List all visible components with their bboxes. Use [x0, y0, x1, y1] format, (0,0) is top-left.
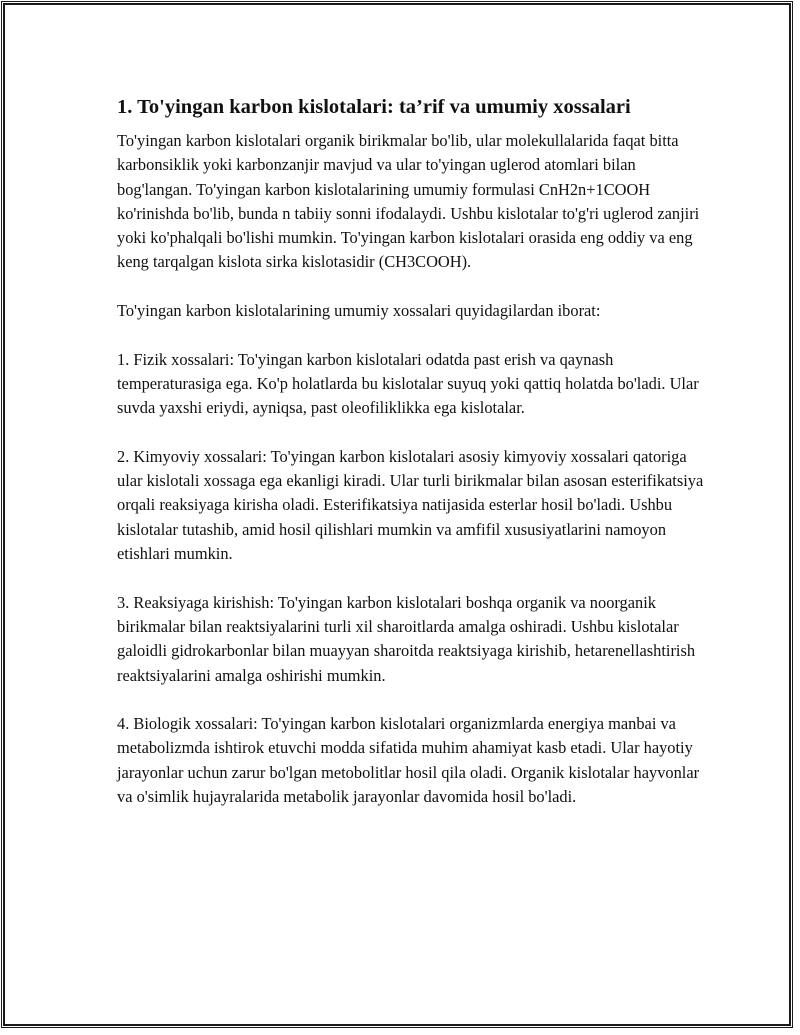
paragraph-chemical-properties: 2. Kimyoviy xossalari: To'yingan karbon kislotalari asosiy kimyoviy xossalari qatoriga ular kislotali xossaga ega ekanligi kiradi. Ular turli birikmalar bilan asosan esterifikatsiya orqali reaksiyaga kirisha oladi. Esterifikatsiya natijasida esterlar hosil bo'ladi. Ushbu kislotalar tutashib, amid hosil qilishlari mumkin va amfifil xususiyatlarini namoyon etishlari mumkin.	[117, 446, 704, 564]
paragraph-reactivity: 3. Reaksiyaga kirishish: To'yingan karbon kislotalari boshqa organik va noorganik birikmalar bilan reaktsiyalarini turli xil sharoitlarda amalga oshiradi. Ushbu kislotalar galoidli gidrokarbonlar bilan muayyan sharoitda reaktsiyaga kirishib, hetarenellashtirish reaktsiyalarini amalga oshirishi mumkin.	[117, 592, 696, 685]
paragraph-properties-lead: To'yingan karbon kislotalarining umumiy xossalari quyidagilardan iborat:	[117, 301, 601, 321]
paragraph-physical-properties: 1. Fizik xossalari: To'yingan karbon kislotalari odatda past erish va qaynash temperaturasiga ega. Ko'p holatlarda bu kislotalar suyuq yoki qattiq holatda bo'ladi. Ular suvda yaxshi eriydi, ayniqsa, past oleofiliklikka ega kislotalar.	[117, 349, 699, 418]
paragraph-biological-properties: 4. Biologik xossalari: To'yingan karbon kislotalari organizmlarda energiya manbai va metabolizmda ishtirok etuvchi modda sifatida muhim ahamiyat kasb etadi. Ular hayotiy jarayonlar uchun zarur bo'lgan metobolitlar hosil qila oladi. Organik kislotalar hayvonlar va o'simlik hujayralarida metabolik jarayonlar davomida hosil bo'ladi.	[117, 714, 700, 807]
paragraph-intro: To'yingan karbon kislotalari organik birikmalar bo'lib, ular molekullalarida faqat bitta karbonsiklik yoki karbonzanjir mavjud va ular to'yingan uglerod atomlari bilan bog'langan. To'yingan karbon kislotalarining umumiy formulasi CnH2n+1COOH ko'rinishda bo'lib, bunda n tabiiy sonni ifodalaydi. Ushbu kislotalar to'g'ri uglerod zanjiri yoki ko'phalqali bo'lishi mumkin. To'yingan karbon kislotalari orasida eng oddiy va eng keng tarqalgan kislota sirka kislotasidir (CH3COOH).	[117, 131, 700, 272]
section-heading: 1. To'yingan karbon kislotalari: ta’rif va umumiy xossalari	[117, 96, 631, 118]
document-body	[117, 93, 707, 809]
